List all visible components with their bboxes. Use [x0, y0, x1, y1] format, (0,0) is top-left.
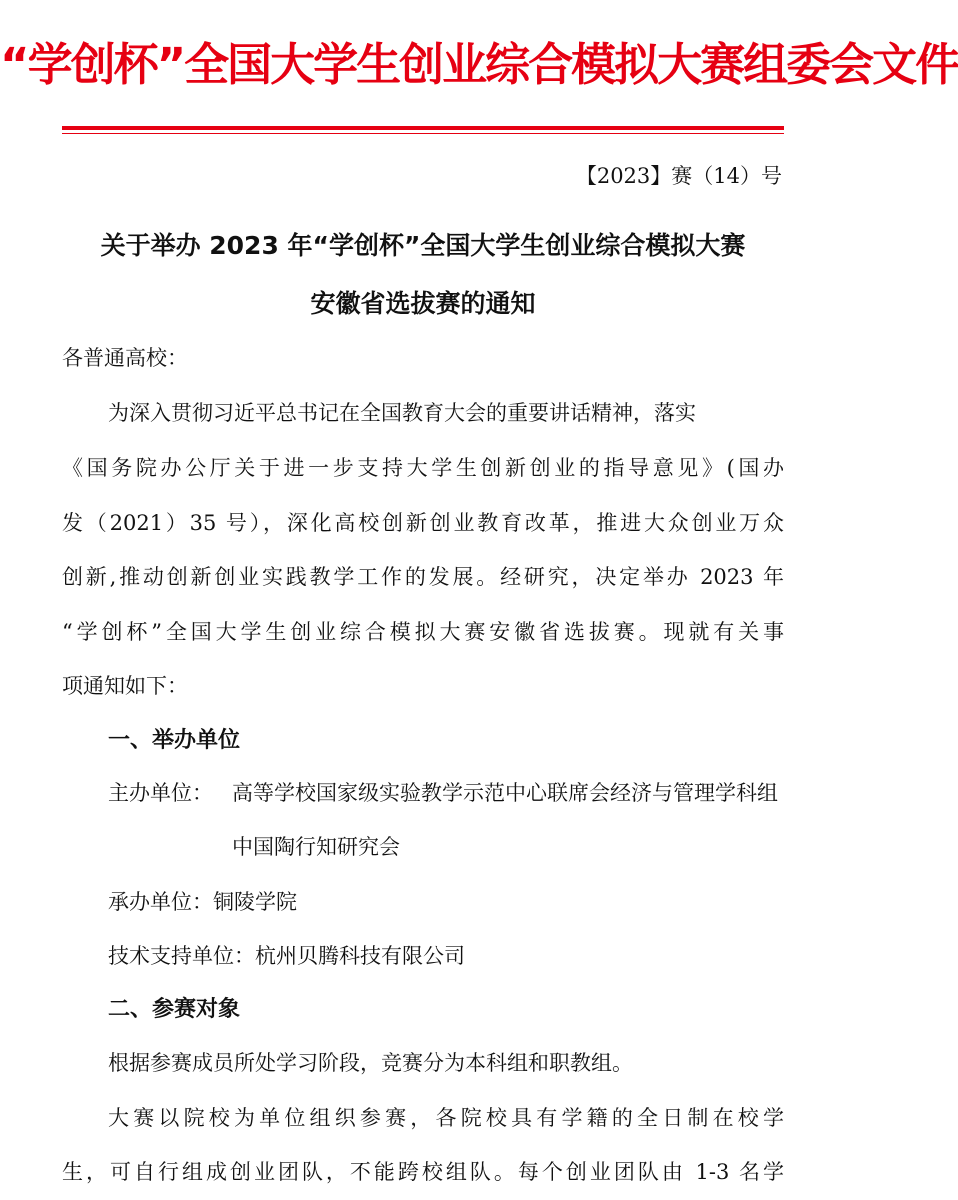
header-rule-thick	[62, 126, 784, 130]
organizer-unit: 承办单位：铜陵学院	[108, 890, 297, 914]
section-heading-host-units: 一、举办单位	[108, 728, 241, 753]
host-unit-2: 中国陶行知研究会	[232, 835, 400, 859]
tech-support-unit: 技术支持单位：杭州贝腾科技有限公司	[108, 944, 465, 968]
intro-line: “学创杯”全国大学生创业综合模拟大赛安徽省选拔赛。现就有关事	[62, 620, 784, 644]
section-heading-participants: 二、参赛对象	[108, 997, 241, 1022]
document-number: 【2023】赛（14）号	[575, 164, 782, 188]
intro-line: 项通知如下：	[62, 674, 188, 698]
intro-line: 发（2021）35 号），深化高校创新创业教育改革，推进大众创业万众	[62, 511, 784, 535]
salutation: 各普通高校：	[62, 346, 188, 370]
notice-title-line-1: 关于举办 2023 年“学创杯”全国大学生创业综合模拟大赛	[100, 231, 746, 260]
intro-line: 为深入贯彻习近平总书记在全国教育大会的重要讲话精神，落实	[108, 401, 696, 425]
intro-line: 《国务院办公厅关于进一步支持大学生创新创业的指导意见》(国办	[62, 456, 784, 480]
intro-line: 创新,推动创新创业实践教学工作的发展。经研究，决定举办 2023 年	[62, 565, 784, 589]
participants-para-1: 根据参赛成员所处学习阶段，竞赛分为本科组和职教组。	[108, 1051, 633, 1075]
notice-title-line-2: 安徽省选拔赛的通知	[310, 289, 536, 318]
participants-para-2-line-2: 生，可自行组成创业团队，不能跨校组队。每个创业团队由 1-3 名学	[62, 1160, 784, 1184]
host-label: 主办单位：	[108, 781, 213, 805]
header-rule-thin	[62, 133, 784, 134]
host-unit-1: 高等学校国家级实验教学示范中心联席会经济与管理学科组	[232, 781, 778, 805]
participants-para-2-line-1: 大赛以院校为单位组织参赛，各院校具有学籍的全日制在校学	[108, 1106, 784, 1130]
document-header-title: “学创杯”全国大学生创业综合模拟大赛组委会文件	[0, 38, 958, 91]
